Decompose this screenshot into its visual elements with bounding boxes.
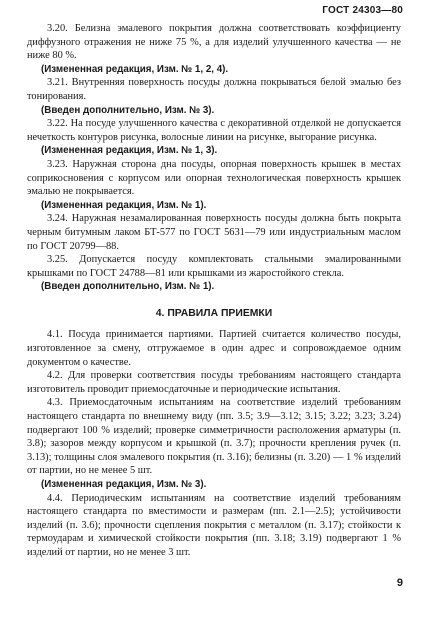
clause-paragraph: 3.23. Наружная сторона дна посуды, опорная поверхность крышек в местах соприкосновения с корпусом или опорная технологическая поверхность крышек эмалью не покрывается. bbox=[27, 158, 401, 198]
clause-paragraph: 4.4. Периодическим испытаниям на соответствие изделий требованиям настоящего стандарта по вместимости и размерам (пп. 2.1—2.5); устойчивости изделий (п. 3.6); прочности сцепления покрытия с металлом (п. 3.17); стойкости к термоударам и химической стойкости покрытия (пп. 3.18; 3.19) подвергают 1 % изделий от партии, но не менее 3 шт. bbox=[27, 492, 401, 558]
clause-paragraph: 3.21. Внутренняя поверхность посуды должна покрываться белой эмалью без тонирования. bbox=[27, 77, 401, 102]
amendment-note: (Введен дополнительно, Изм. № 1). bbox=[41, 281, 215, 293]
clause-paragraph: 4.2. Для проверки соответствия посуды требованиям настоящего стандарта изготовитель проводит приемосдаточные и периодические испытания. bbox=[27, 370, 401, 395]
clause-paragraph: 4.1. Посуда принимается партиями. Партией считается количество посуды, изготовленное за смену, отгружаемое в один адрес и сопровождаемое одним документом о качестве. bbox=[27, 329, 401, 368]
amendment-note: (Измененная редакция, Изм. № 3). bbox=[41, 479, 207, 490]
standard-header: ГОСТ 24303—80 bbox=[322, 5, 403, 16]
clause-paragraph: 3.20. Белизна эмалевого покрытия должна соответствовать коэффициенту диффузного отражения не ниже 75 %, а для изделий улучшенного качества — не ниже 80 %. bbox=[27, 23, 401, 62]
amendment-note: (Измененная редакция, Изм. № 1, 2, 4). bbox=[41, 63, 229, 75]
clause-paragraph: 3.24. Наружная незамалированная поверхность посуды должна быть покрыта черным битумным лаком БТ-577 по ГОСТ 5631—79 или индустриальным маслом по ГОСТ 20799—88. bbox=[27, 213, 401, 252]
clause-paragraph: 3.22. На посуде улучшенного качества с декоративной отделкой не допускается нечеткость контуров рисунка, волосные линии на рисунке, выгорание рисунка. bbox=[27, 118, 401, 143]
clause-paragraph: 4.3. Приемосдаточным испытаниям на соответствие изделий требованиям настоящего стандарта по внешнему виду (пп. 3.5; 3.9—3.12; 3.15; 3.22; 3.23; 3.24) подвергают 100 % изделий; проверке симметричности расположения арматуры (п. 3.8); зазоров между корпусом и крышкой (п. 3.7); прочности крепления ручек (п. 3.13); толщины слоя эмалевого покрытия (п. 3.16); белизны (п. 3.20) — 1 % изделий от партии, но не менее 5 шт. bbox=[27, 397, 401, 477]
document-body bbox=[27, 22, 401, 560]
acceptance-rules bbox=[27, 328, 401, 559]
requirements-continued bbox=[27, 22, 401, 294]
clause-paragraph: 3.25. Допускается посуду комплектовать стальными эмалированными крышками по ГОСТ 24788—81 или крышками из жаростойкого стекла. bbox=[27, 254, 401, 279]
amendment-note: (Измененная редакция, Изм. № 1). bbox=[41, 199, 207, 211]
amendment-note: (Введен дополнительно, Изм. № 3). bbox=[41, 104, 215, 116]
page-number: 9 bbox=[396, 577, 403, 589]
amendment-note: (Измененная редакция, Изм. № 1, 3). bbox=[41, 145, 218, 157]
section-title: 4. ПРАВИЛА ПРИЕМКИ bbox=[155, 307, 273, 319]
